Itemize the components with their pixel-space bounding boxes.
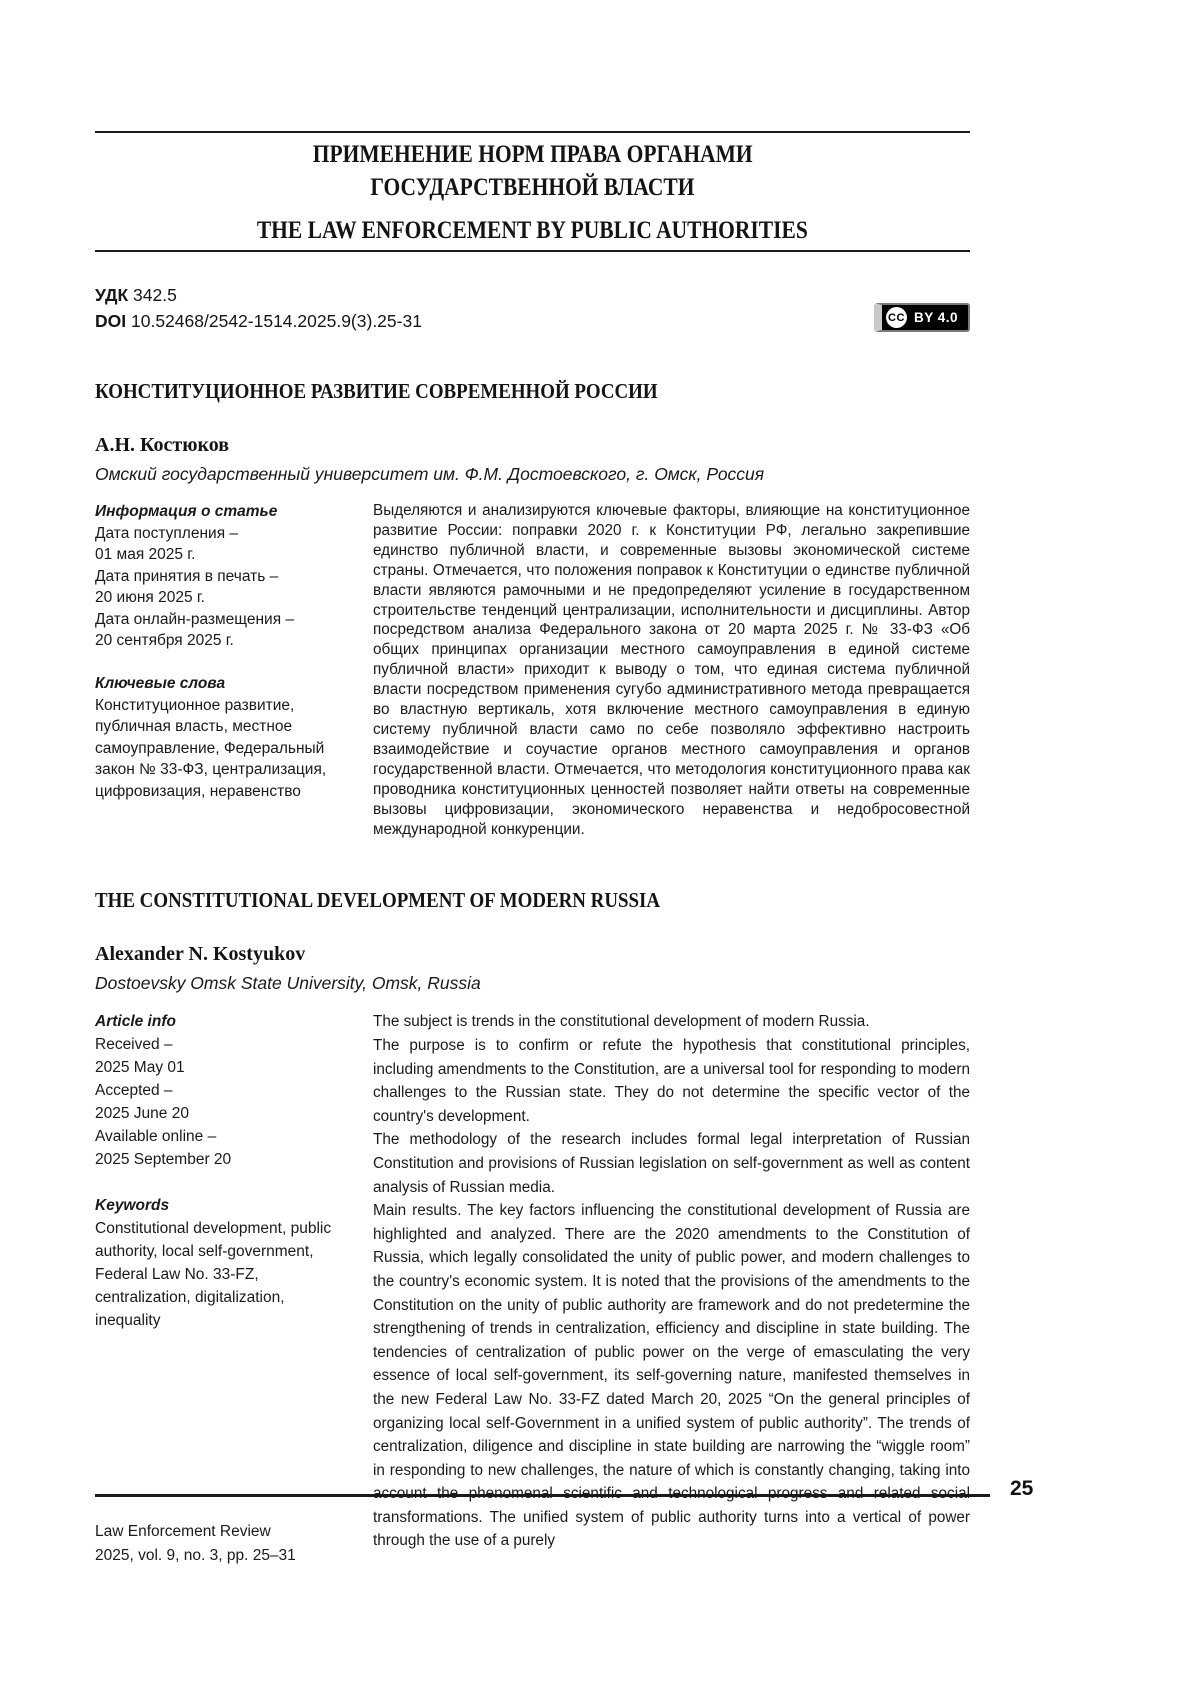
abstract-en-main-results: Main results. The key factors influencing the constitutional development of Russia are highlighted and analyzed. There are the 2020 amendments to the Constitution of Russia, which legally consolidated the unity of public power, and modern challenges to the country's economic system. It is noted that the provisions of the amendments to the Constitution on the unity of public authority are framework and do not predetermine the strengthening of trends in centralization, efficiency and discipline in state building. The tendencies of centralization of public power on the verge of emasculating the very essence of local self-government, its self-governing nature, manifested themselves in the new Federal Law No. 33-FZ dated March 20, 2025 “On the general principles of organizing local self-Government in a unified system of public authority”. The trends of centralization, diligence and discipline in state building are narrowing the “wiggle room” in responding to new challenges, the nature of which is constantly changing, taking into account the phenomenal scientific and technological progress and related social transformations. The unified system of public authority turns into a vertical of power through the use of a purely [373, 1202, 970, 1550]
page-number: 25 [1010, 1477, 1034, 1500]
author-name-en: Alexander N. Kostyukov [95, 943, 306, 966]
accepted-label-en: Accepted – [95, 1082, 173, 1100]
header-bottom-rule [95, 250, 970, 252]
abstract-en [373, 1010, 970, 1553]
abstract-en-subject: The subject is trends in the constitutional development of modern Russia. [373, 1013, 870, 1031]
keywords-text-en: Constitutional development, public authority, local self-government, Federal Law No. 33-FZ, centralization, digitalization, inequality [95, 1220, 332, 1330]
udc-doi-block [95, 282, 422, 334]
article-title-en: THE CONSTITUTIONAL DEVELOPMENT OF MODERN RUSSIA [95, 888, 661, 913]
abstract-en-purpose: The purpose is to confirm or refute the hypothesis that constitutional principles, including amendments to the Constitution, are a universal tool for responding to modern challenges to the Russian state. They do not determine the specific vector of the country's development. [373, 1037, 970, 1125]
received-date-ru: 01 мая 2025 г. [95, 546, 196, 563]
rubric-en-text: THE LAW ENFORCEMENT BY PUBLIC AUTHORITIES [257, 217, 808, 244]
footer-rule [95, 1494, 990, 1497]
keywords-heading-ru: Ключевые слова [95, 675, 226, 692]
author-name-ru: А.Н. Костюков [95, 434, 230, 456]
rubric-ru-line2: ГОСУДАРСТВЕННОЙ ВЛАСТИ [370, 174, 695, 201]
udc-value: 342.5 [133, 285, 177, 305]
doi-label: DOI [95, 311, 127, 331]
online-label-en: Available online – [95, 1128, 217, 1146]
journal-name: Law Enforcement Review [95, 1523, 271, 1540]
section-rubric-ru [95, 138, 970, 204]
author-affiliation-ru: Омский государственный университет им. Ф.М. Достоевского, г. Омск, Россия [95, 464, 765, 484]
doi-line [95, 308, 422, 334]
header-top-rule [95, 131, 970, 133]
cc-by-license-badge[interactable] [874, 303, 970, 332]
cc-license-label: BY 4.0 [913, 310, 958, 325]
keywords-heading-en: Keywords [95, 1197, 170, 1215]
accepted-date-ru: 20 июня 2025 г. [95, 589, 205, 606]
accepted-label-ru: Дата принятия в печать – [95, 567, 279, 585]
received-date-en: 2025 May 01 [95, 1059, 185, 1077]
article-info-heading-ru: Информация о статье [95, 503, 278, 520]
page-content [95, 0, 970, 1553]
online-date-ru: 20 сентября 2025 г. [95, 632, 234, 649]
doi-value: 10.52468/2542-1514.2025.9(3).25-31 [131, 311, 422, 331]
article-info-column-en [95, 1010, 337, 1332]
online-label-ru: Дата онлайн-размещения – [95, 610, 295, 628]
journal-footer [95, 1520, 296, 1568]
russian-info-abstract-columns [95, 501, 970, 839]
section-rubric-en [95, 215, 970, 246]
abstract-ru [373, 501, 970, 839]
udc-line [95, 282, 422, 308]
abstract-en-methodology: The methodology of the research includes formal legal interpretation of Russian Constitution and provisions of Russian legislation on self-government as well as content analysis of Russian media. [373, 1131, 970, 1196]
article-info-column-ru [95, 501, 337, 802]
english-info-abstract-columns [95, 1010, 970, 1553]
received-label-ru: Дата поступления – [95, 524, 239, 542]
received-label-en: Received – [95, 1036, 173, 1054]
abstract-ru-paragraph: Выделяются и анализируются ключевые факторы, влияющие на конституционное развитие России: поправки 2020 г. к Конституции РФ, легально закрепившие единство публичной власти, и современные вызовы экономической системе страны. Отмечается, что положения поправок к Конституции о единстве публичной власти являются рамочными и не предопределяют усиление в государственном строительстве тенденций централизации, исполнительности и дисциплины. Автор посредством анализа Федерального закона от 20 марта 2025 г. № 33-ФЗ «Об общих принципах организации местного самоуправления в единой системе публичной власти» приходит к выводу о том, что единая система публичной власти посредством применения сугубо административного метода превращается во властную вертикаль, хотя включение местного самоуправления в единую систему публичной власти само по себе позволяло эффективно настроить взаимодействие и соучастие органов местного самоуправления и органов государственной власти. Отмечается, что методология конституционного права как проводника конституционных ценностей позволяет найти ответы на современные вызовы цифровизации, экономического неравенства и недобросовестной международной конкуренции. [373, 502, 970, 838]
journal-citation: 2025, vol. 9, no. 3, pp. 25–31 [95, 1547, 296, 1564]
article-meta-row [95, 282, 970, 334]
cc-icon: CC [886, 307, 907, 328]
author-affiliation-en: Dostoevsky Omsk State University, Omsk, Russia [95, 973, 481, 994]
keywords-text-ru: Конституционное развитие, публичная власть, местное самоуправление, Федеральный закон № 33-ФЗ, централизация, цифровизация, неравенство [95, 696, 327, 800]
accepted-date-en: 2025 June 20 [95, 1105, 189, 1123]
rubric-ru-line1: ПРИМЕНЕНИЕ НОРМ ПРАВА ОРГАНАМИ [312, 141, 753, 168]
article-title-ru: КОНСТИТУЦИОННОЕ РАЗВИТИЕ СОВРЕМЕННОЙ РОССИИ [95, 379, 658, 403]
article-info-heading-en: Article info [95, 1013, 176, 1031]
online-date-en: 2025 September 20 [95, 1151, 232, 1169]
udc-label: УДК [95, 285, 129, 305]
